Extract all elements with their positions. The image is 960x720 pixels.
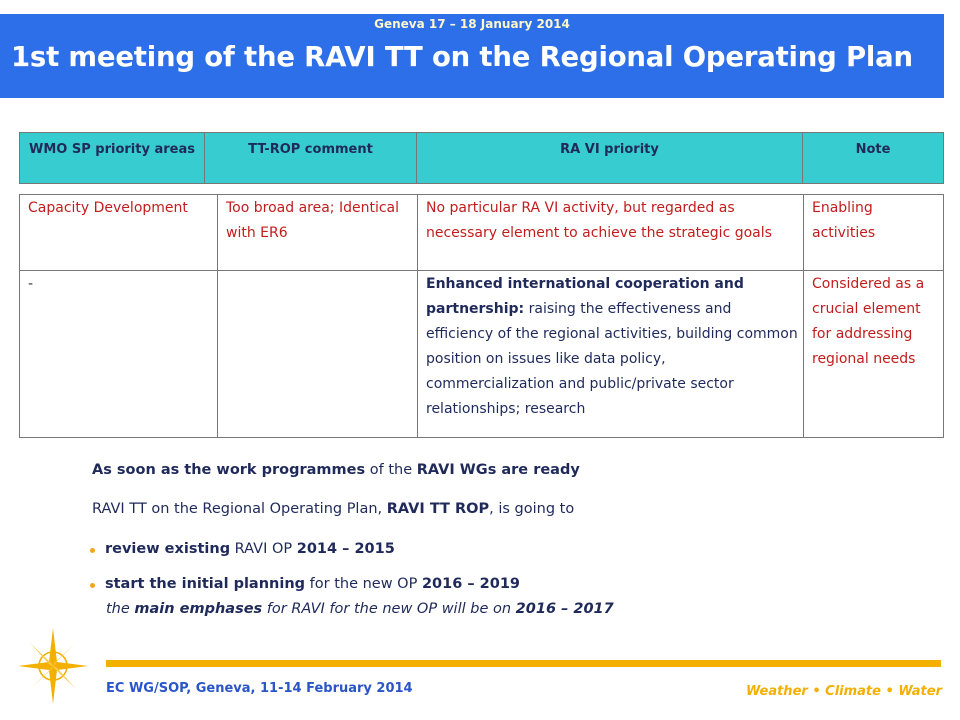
- planning-bold: start the initial planning: [105, 576, 306, 592]
- planning-plain: for the new OP: [305, 576, 422, 592]
- review-years: 2014 – 2015: [296, 541, 395, 557]
- compass-star-icon: [16, 626, 90, 706]
- review-bold: review existing: [105, 541, 231, 557]
- emph-plain-2: for RAVI for the new OP will be on: [262, 601, 516, 617]
- emph-plain-1: the: [106, 601, 135, 617]
- column-header-areas: WMO SP priority areas: [20, 133, 205, 184]
- emph-years: 2016 – 2017: [515, 601, 614, 617]
- emph-bold: main emphases: [134, 601, 263, 617]
- tf-plain-1: RAVI TT on the Regional Operating Plan,: [92, 501, 387, 517]
- cell-priority: No particular RA VI activity, but regarded as necessary element to achieve the strategic goals: [418, 195, 804, 271]
- cell-note: Enabling activities: [804, 195, 944, 271]
- priority-bold-text: Enhanced international cooperation and partnership:: [426, 276, 744, 317]
- table-row: [20, 195, 944, 271]
- bullet-planning: [105, 576, 520, 592]
- cell-note: Considered as a crucial element for addressing regional needs: [804, 271, 944, 438]
- review-plain: RAVI OP: [230, 541, 297, 557]
- title-banner: [0, 14, 944, 98]
- intro-line: [92, 462, 580, 478]
- priority-rest-text: raising the effectiveness and efficiency of the regional activities, building common position on issues like data policy, commercialization and public/private sector relationships; research: [426, 301, 798, 417]
- intro-bold-2: RAVI WGs are ready: [416, 462, 580, 478]
- bullet-review: [105, 541, 395, 557]
- priority-table: [19, 194, 944, 438]
- cell-comment: [218, 271, 418, 438]
- tf-bold: RAVI TT ROP: [386, 501, 490, 517]
- bullet-dot-icon: [90, 548, 95, 553]
- tf-plain-2: , is going to: [489, 501, 575, 517]
- table-header: [19, 132, 944, 184]
- cell-priority: [418, 271, 804, 438]
- table-row: [20, 271, 944, 438]
- column-header-comment: TT-ROP comment: [205, 133, 417, 184]
- footer-event: EC WG/SOP, Geneva, 11-14 February 2014: [106, 681, 413, 696]
- column-header-note: Note: [803, 133, 944, 184]
- footer-tagline: Weather • Climate • Water: [746, 684, 942, 699]
- intro-plain: of the: [365, 462, 417, 478]
- footer-divider: [106, 660, 941, 667]
- column-header-priority: RA VI priority: [417, 133, 803, 184]
- cell-comment: Too broad area; Identical with ER6: [218, 195, 418, 271]
- task-force-line: [92, 501, 574, 517]
- intro-bold-1: As soon as the work programmes: [92, 462, 366, 478]
- emphasis-line: [106, 601, 614, 617]
- meeting-date: Geneva 17 – 18 January 2014: [374, 17, 570, 31]
- slide-title: 1st meeting of the RAVI TT on the Regional Operating Plan: [11, 41, 913, 73]
- bullet-dot-icon: [90, 583, 95, 588]
- cell-area: -: [20, 271, 218, 438]
- planning-years: 2016 – 2019: [421, 576, 521, 592]
- cell-area: Capacity Development: [20, 195, 218, 271]
